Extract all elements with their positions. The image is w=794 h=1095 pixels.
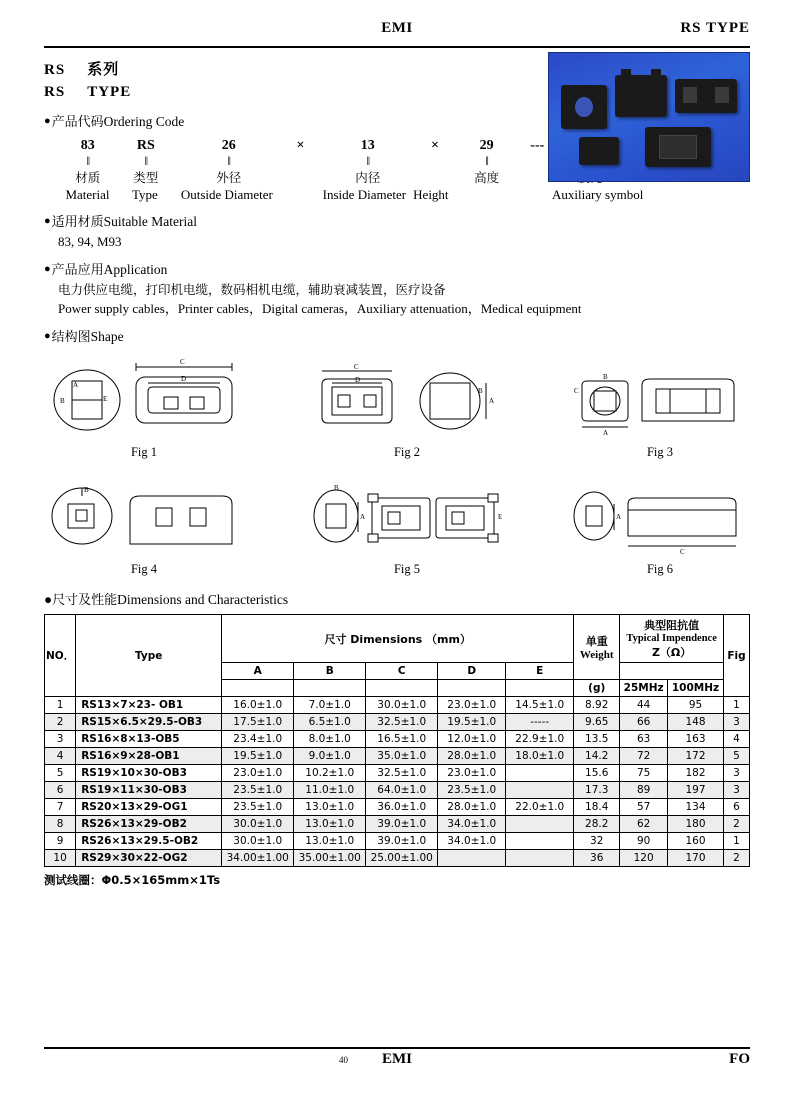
- ordering-sep-times-1: ×: [296, 138, 305, 153]
- cell-b: 8.0±1.0: [294, 731, 366, 748]
- figures-area: [44, 353, 750, 577]
- figure-6-caption: Fig 6: [646, 562, 674, 576]
- ferrite-core-clamp-c: [645, 127, 711, 167]
- cell-c: 35.0±1.0: [366, 748, 438, 765]
- cell-c: 39.0±1.0: [366, 816, 438, 833]
- cell-fig: 3: [724, 714, 750, 731]
- cell-no: 4: [45, 748, 76, 765]
- cell-c: 36.0±1.0: [366, 799, 438, 816]
- cell-e: 22.0±1.0: [506, 799, 574, 816]
- cell-e: 22.9±1.0: [506, 731, 574, 748]
- cell-z25: 62: [620, 816, 668, 833]
- table-row: [45, 799, 750, 816]
- page-number: 40: [339, 1055, 348, 1065]
- table-row: [45, 748, 750, 765]
- bullet-icon: ●: [44, 263, 51, 275]
- svg-text:B: B: [84, 486, 89, 494]
- svg-text:A: A: [616, 513, 622, 521]
- cell-no: 9: [45, 833, 76, 850]
- cell-a: 30.0±1.0: [222, 833, 294, 850]
- cell-type: RS16×8×13-OB5: [76, 731, 222, 748]
- cell-fig: 2: [724, 850, 750, 867]
- cell-no: 7: [45, 799, 76, 816]
- figure-4-drawing: [44, 474, 244, 558]
- cell-d: 34.0±1.0: [438, 816, 506, 833]
- ordering-code-material: 83: [80, 138, 95, 153]
- test-coil-note: 测试线圈：Φ0.5×165mm×1Ts: [44, 873, 221, 887]
- bullet-icon: ●: [44, 215, 51, 227]
- th-no: NO．: [45, 615, 76, 697]
- table-row: [45, 833, 750, 850]
- eq-2: ‖: [144, 153, 148, 168]
- cell-type: RS26×13×29.5-OB2: [76, 833, 222, 850]
- ordering-label-en-shell: Auxiliary symbol: [551, 187, 644, 202]
- figure-2-caption: Fig 2: [393, 445, 421, 459]
- cell-c: 39.0±1.0: [366, 833, 438, 850]
- cell-type: RS19×10×30-OB3: [76, 765, 222, 782]
- cell-type: RS13×7×23- OB1: [76, 697, 222, 714]
- svg-text:B: B: [333, 484, 339, 492]
- ordering-label-en-od: Outside Diameter: [180, 187, 273, 202]
- cell-weight: 18.4: [574, 799, 620, 816]
- th-impedance: [620, 615, 724, 663]
- cell-b: 13.0±1.0: [294, 833, 366, 850]
- cell-type: RS16×9×28-OB1: [76, 748, 222, 765]
- cell-z100: 170: [668, 850, 724, 867]
- cell-no: 10: [45, 850, 76, 867]
- ordering-cn-row: [62, 166, 622, 186]
- table-row: [45, 697, 750, 714]
- cell-z100: 172: [668, 748, 724, 765]
- th-impedance-unit: Z（Ω）: [651, 646, 692, 659]
- table-row: [45, 731, 750, 748]
- title-rs-cn: RS: [44, 62, 66, 78]
- page-footer: [44, 1047, 750, 1073]
- svg-text:B: B: [60, 397, 65, 405]
- figure-3: [570, 353, 750, 460]
- dimensions-heading-en: Dimensions and Characteristics: [117, 592, 289, 607]
- figure-1-caption: Fig 1: [130, 445, 158, 459]
- cell-b: 7.0±1.0: [294, 697, 366, 714]
- th-dim-c-sub: [366, 680, 438, 697]
- cell-weight: 13.5: [574, 731, 620, 748]
- cell-c: 25.00±1.00: [366, 850, 438, 867]
- figure-3-drawing: [570, 353, 750, 441]
- table-body: [45, 697, 750, 867]
- cell-d: [438, 850, 506, 867]
- th-impedance-cn: 典型阻抗值: [644, 619, 700, 632]
- cell-e: -----: [506, 714, 574, 731]
- svg-text:B: B: [477, 387, 483, 395]
- svg-text:A: A: [73, 381, 79, 389]
- cell-a: 34.00±1.00: [222, 850, 294, 867]
- cell-a: 23.5±1.0: [222, 782, 294, 799]
- application-text-cn: 电力供应电缆，打印机电缆，数码相机电缆，辅助衰减装置，医疗设备: [58, 282, 446, 297]
- cell-e: [506, 782, 574, 799]
- th-impedance-en: Typical Impendence: [626, 633, 717, 644]
- cell-no: 6: [45, 782, 76, 799]
- cell-e: 18.0±1.0: [506, 748, 574, 765]
- svg-text:A: A: [359, 513, 365, 521]
- th-weight: [574, 615, 620, 680]
- cell-weight: 9.65: [574, 714, 620, 731]
- cell-a: 23.0±1.0: [222, 765, 294, 782]
- footer-center-title: EMI: [382, 1051, 412, 1067]
- th-z100: 100MHz: [668, 680, 724, 697]
- eq-4: ‖: [366, 153, 370, 168]
- svg-text:E: E: [497, 513, 502, 521]
- cell-b: 11.0±1.0: [294, 782, 366, 799]
- cell-no: 3: [45, 731, 76, 748]
- ordering-label-en-material: Material: [65, 187, 110, 202]
- cell-e: 14.5±1.0: [506, 697, 574, 714]
- section-material-heading: [44, 212, 750, 232]
- cell-weight: 32: [574, 833, 620, 850]
- cell-a: 16.0±1.0: [222, 697, 294, 714]
- figure-6-drawing: [570, 474, 750, 558]
- cell-z25: 89: [620, 782, 668, 799]
- cell-e: [506, 816, 574, 833]
- cell-fig: 3: [724, 765, 750, 782]
- cell-z25: 72: [620, 748, 668, 765]
- eq-3: ‖: [227, 153, 231, 168]
- material-values: 83, 94, M93: [58, 234, 122, 249]
- cell-weight: 14.2: [574, 748, 620, 765]
- figure-5: [310, 474, 505, 577]
- th-dim-a: A: [222, 663, 294, 680]
- eq-5: ‖: [485, 153, 488, 168]
- cell-c: 32.5±1.0: [366, 714, 438, 731]
- figure-2: [310, 353, 505, 460]
- bullet-icon: ●: [44, 115, 51, 127]
- cell-type: RS15×6.5×29.5-OB3: [76, 714, 222, 731]
- cell-b: 6.5±1.0: [294, 714, 366, 731]
- svg-text:C: C: [680, 548, 685, 556]
- th-fig: Fig: [724, 615, 750, 697]
- cell-weight: 36: [574, 850, 620, 867]
- cell-e: [506, 850, 574, 867]
- figure-4: [44, 474, 244, 577]
- material-heading-en: Suitable Material: [103, 214, 198, 229]
- cell-a: 30.0±1.0: [222, 816, 294, 833]
- cell-z100: 160: [668, 833, 724, 850]
- cell-b: 13.0±1.0: [294, 816, 366, 833]
- cell-type: RS20×13×29-OG1: [76, 799, 222, 816]
- cell-type: RS26×13×29-OB2: [76, 816, 222, 833]
- cell-d: 23.5±1.0: [438, 782, 506, 799]
- cell-d: 19.5±1.0: [438, 714, 506, 731]
- cell-z25: 120: [620, 850, 668, 867]
- ordering-label-cn-type: 类型: [133, 170, 159, 185]
- cell-d: 28.0±1.0: [438, 799, 506, 816]
- cell-z25: 90: [620, 833, 668, 850]
- figure-6: [570, 474, 750, 577]
- section-application-heading: [44, 260, 750, 280]
- figure-5-caption: Fig 5: [393, 562, 421, 576]
- cell-c: 64.0±1.0: [366, 782, 438, 799]
- cell-d: 34.0±1.0: [438, 833, 506, 850]
- cell-d: 23.0±1.0: [438, 697, 506, 714]
- ordering-sep-dash: ---: [530, 138, 545, 153]
- cell-e: [506, 833, 574, 850]
- figure-2-drawing: [310, 353, 505, 441]
- svg-text:B: B: [603, 373, 608, 381]
- cell-b: 9.0±1.0: [294, 748, 366, 765]
- ordering-label-cn-od: 外径: [216, 170, 242, 185]
- ordering-label-cn-height: 高度: [474, 170, 500, 185]
- svg-text:C: C: [180, 358, 185, 366]
- shape-heading-cn: 结构图: [51, 330, 91, 345]
- cell-e: [506, 765, 574, 782]
- svg-text:D: D: [181, 375, 187, 383]
- cell-weight: 17.3: [574, 782, 620, 799]
- ferrite-core-small: [579, 137, 619, 165]
- figure-row-2: [44, 474, 750, 577]
- material-heading-cn: 适用材质: [51, 215, 104, 230]
- cell-fig: 1: [724, 697, 750, 714]
- th-dim-e-sub: [506, 680, 574, 697]
- table-row: [45, 714, 750, 731]
- ordering-label-en-height: Height: [413, 187, 449, 202]
- cell-weight: 28.2: [574, 816, 620, 833]
- cell-z25: 44: [620, 697, 668, 714]
- cell-z100: 180: [668, 816, 724, 833]
- bullet-icon: ●: [44, 330, 51, 342]
- shape-heading-en: Shape: [90, 329, 124, 344]
- ordering-code-diagram: [62, 138, 644, 203]
- cell-z25: 57: [620, 799, 668, 816]
- cell-z100: 182: [668, 765, 724, 782]
- ordering-code-id: 13: [360, 138, 375, 153]
- cell-d: 28.0±1.0: [438, 748, 506, 765]
- cell-no: 2: [45, 714, 76, 731]
- th-dim-b-sub: [294, 680, 366, 697]
- cell-a: 19.5±1.0: [222, 748, 294, 765]
- th-weight-en: Weight: [579, 649, 614, 661]
- cell-weight: 8.92: [574, 697, 620, 714]
- ordering-label-en-id: Inside Diameter: [322, 187, 407, 202]
- application-text-en: Power supply cables，Printer cables，Digital cameras，Auxiliary attenuation，Medical equipment: [58, 301, 582, 316]
- table-header-row-1: [45, 615, 750, 663]
- cell-no: 8: [45, 816, 76, 833]
- th-dims-group: 尺寸 Dimensions （mm）: [222, 615, 574, 663]
- cell-a: 23.5±1.0: [222, 799, 294, 816]
- ordering-heading-en: Ordering Code: [103, 114, 185, 129]
- table-row: [45, 850, 750, 867]
- cell-type: RS29×30×22-OG2: [76, 850, 222, 867]
- cell-no: 5: [45, 765, 76, 782]
- ordering-eq-row: [62, 155, 622, 166]
- table-row: [45, 782, 750, 799]
- product-photo: [548, 52, 750, 182]
- table-row: [45, 765, 750, 782]
- svg-text:A: A: [603, 429, 609, 437]
- application-heading-cn: 产品应用: [51, 263, 104, 278]
- cell-b: 10.2±1.0: [294, 765, 366, 782]
- page-header: [44, 18, 750, 48]
- cell-fig: 4: [724, 731, 750, 748]
- cell-b: 35.00±1.00: [294, 850, 366, 867]
- ordering-code-od: 26: [221, 138, 236, 153]
- th-dim-a-sub: [222, 680, 294, 697]
- ordering-en-row: [62, 186, 644, 203]
- cell-a: 23.4±1.0: [222, 731, 294, 748]
- page: [0, 18, 794, 1095]
- figure-3-caption: Fig 3: [646, 445, 674, 459]
- th-dim-b: B: [294, 663, 366, 680]
- figure-1: [44, 353, 244, 460]
- cell-z25: 75: [620, 765, 668, 782]
- ordering-code-type: RS: [136, 138, 155, 153]
- ordering-label-en-type: Type: [131, 187, 158, 202]
- cell-fig: 3: [724, 782, 750, 799]
- cell-z100: 134: [668, 799, 724, 816]
- cell-z100: 197: [668, 782, 724, 799]
- svg-text:C: C: [353, 363, 359, 371]
- th-dim-e: E: [506, 663, 574, 680]
- dimensions-table: [44, 614, 750, 867]
- application-heading-en: Application: [103, 262, 168, 277]
- title-series-cn: 系列: [87, 60, 120, 78]
- cell-no: 1: [45, 697, 76, 714]
- th-dim-c: C: [366, 663, 438, 680]
- svg-text:E: E: [103, 395, 108, 403]
- ordering-heading-cn: 产品代码: [51, 115, 104, 130]
- ordering-sep-times-2: ×: [431, 138, 440, 153]
- th-type: Type: [76, 615, 222, 697]
- cell-z100: 95: [668, 697, 724, 714]
- footer-right-title: FO: [729, 1051, 750, 1067]
- th-dim-d: D: [438, 663, 506, 680]
- cell-fig: 1: [724, 833, 750, 850]
- cell-fig: 5: [724, 748, 750, 765]
- cell-a: 17.5±1.0: [222, 714, 294, 731]
- dimensions-heading-cn: 尺寸及性能: [52, 593, 118, 608]
- header-center-title: EMI: [381, 20, 413, 36]
- cell-z25: 66: [620, 714, 668, 731]
- title-type-en: TYPE: [87, 84, 132, 100]
- cell-z25: 63: [620, 731, 668, 748]
- cell-c: 30.0±1.0: [366, 697, 438, 714]
- svg-text:D: D: [354, 376, 360, 384]
- cell-fig: 6: [724, 799, 750, 816]
- cell-weight: 15.6: [574, 765, 620, 782]
- page-content: [44, 58, 750, 888]
- eq-1: ‖: [86, 153, 90, 168]
- header-right-title: RS TYPE: [680, 20, 750, 36]
- svg-text:C: C: [574, 387, 579, 395]
- cell-fig: 2: [724, 816, 750, 833]
- th-weight-unit: (g): [574, 680, 620, 697]
- svg-text:A: A: [488, 397, 494, 405]
- cell-z100: 148: [668, 714, 724, 731]
- th-dim-d-sub: [438, 680, 506, 697]
- ordering-label-cn-id: 内径: [355, 170, 381, 185]
- ordering-code-height: 29: [479, 138, 494, 153]
- title-rs-en: RS: [44, 84, 66, 100]
- cell-d: 12.0±1.0: [438, 731, 506, 748]
- cell-type: RS19×11×30-OB3: [76, 782, 222, 799]
- ferrite-core-clamp-b: [675, 79, 737, 113]
- th-weight-cn: 单重: [585, 635, 608, 648]
- section-shape-heading: [44, 327, 750, 347]
- figure-1-drawing: [44, 353, 244, 441]
- section-dimensions-heading: [44, 589, 750, 608]
- figure-5-drawing: [310, 474, 505, 558]
- cell-z100: 163: [668, 731, 724, 748]
- th-z25: 25MHz: [620, 680, 668, 697]
- bullet-icon: ●: [44, 592, 53, 607]
- figure-row-1: [44, 353, 750, 460]
- ordering-label-cn-material: 材质: [75, 170, 101, 185]
- table-row: [45, 816, 750, 833]
- cell-d: 23.0±1.0: [438, 765, 506, 782]
- ferrite-core-clamp-a: [615, 75, 667, 117]
- cell-c: 32.5±1.0: [366, 765, 438, 782]
- ferrite-core-round: [561, 85, 607, 129]
- cell-c: 16.5±1.0: [366, 731, 438, 748]
- cell-b: 13.0±1.0: [294, 799, 366, 816]
- figure-4-caption: Fig 4: [130, 562, 158, 576]
